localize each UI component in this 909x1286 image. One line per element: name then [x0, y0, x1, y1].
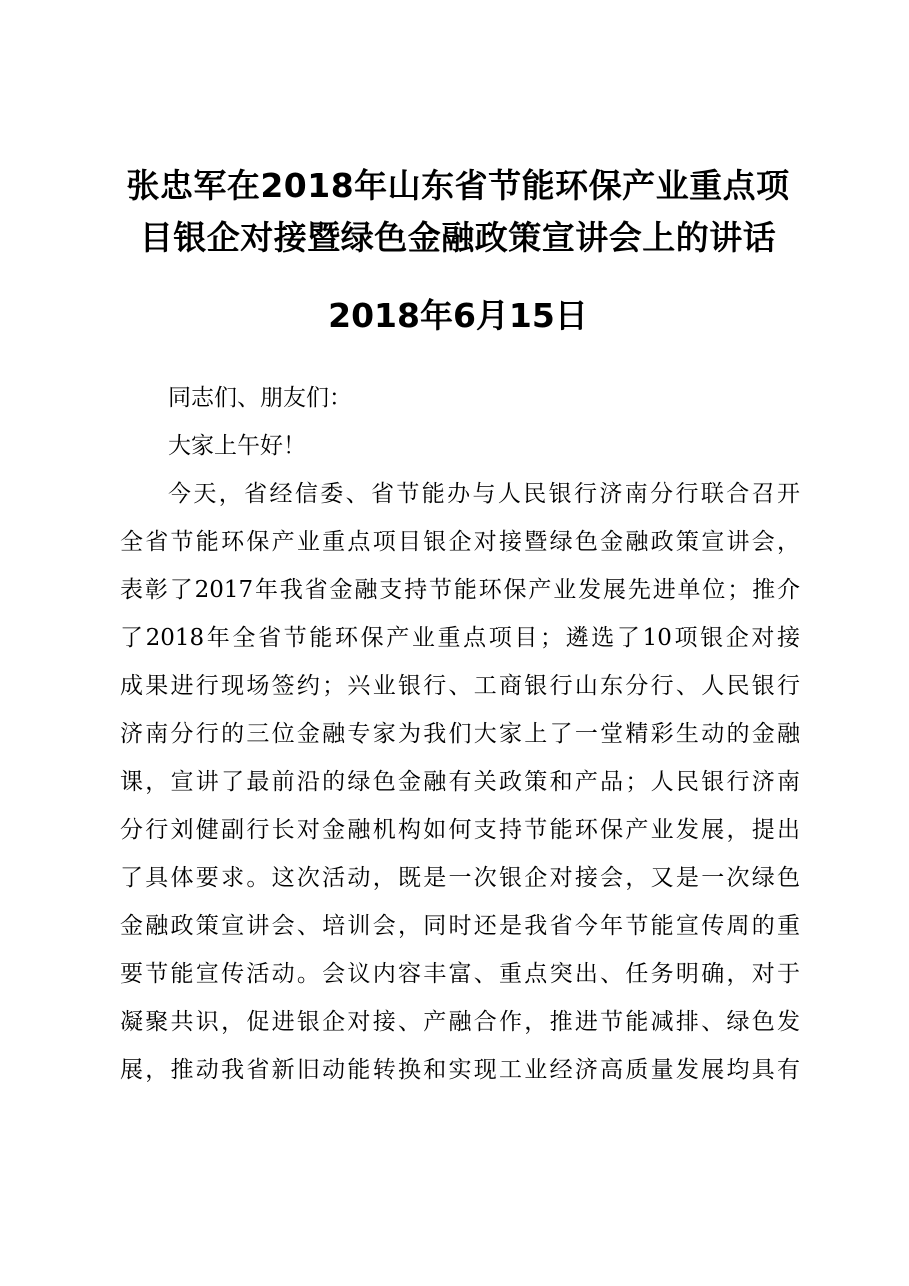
paragraph-line: 了2018年全省节能环保产业重点项目；遴选了10项银企对接 — [120, 625, 800, 651]
title-line-1: 张忠军在2018年山东省节能环保产业重点项 — [126, 166, 790, 205]
paragraph-line: 济南分行的三位金融专家为我们大家上了一堂精彩生动的金融 — [120, 721, 800, 747]
paragraph-line: 表彰了2017年我省金融支持节能环保产业发展先进单位；推介 — [120, 577, 800, 603]
paragraph-line: 展，推动我省新旧动能转换和实现工业经济高质量发展均具有 — [120, 1057, 800, 1083]
paragraph-line: 凝聚共识，促进银企对接、产融合作，推进节能减排、绿色发 — [120, 1009, 800, 1035]
paragraph-line: 全省节能环保产业重点项目银企对接暨绿色金融政策宣讲会， — [120, 529, 800, 555]
greeting: 大家上午好！ — [168, 433, 306, 459]
paragraph-line: 分行刘健副行长对金融机构如何支持节能环保产业发展，提出 — [120, 817, 800, 843]
salutation: 同志们、朋友们： — [168, 385, 352, 411]
speech-date: 2018年6月15日 — [328, 296, 588, 335]
speech-body — [120, 374, 800, 1094]
paragraph-line: 要节能宣传活动。会议内容丰富、重点突出、任务明确，对于 — [120, 961, 800, 987]
title-line-2: 目银企对接暨绿色金融政策宣讲会上的讲话 — [139, 218, 777, 257]
paragraph-line: 课，宣讲了最前沿的绿色金融有关政策和产品；人民银行济南 — [120, 769, 800, 795]
paragraph-line: 成果进行现场签约；兴业银行、工商银行山东分行、人民银行 — [120, 673, 800, 699]
main-paragraph — [120, 470, 800, 1094]
paragraph-line: 了具体要求。这次活动，既是一次银企对接会，又是一次绿色 — [120, 865, 800, 891]
paragraph-line: 金融政策宣讲会、培训会，同时还是我省今年节能宣传周的重 — [120, 913, 800, 939]
document-title — [118, 160, 798, 264]
paragraph-line: 今天，省经信委、省节能办与人民银行济南分行联合召开 — [168, 481, 800, 507]
